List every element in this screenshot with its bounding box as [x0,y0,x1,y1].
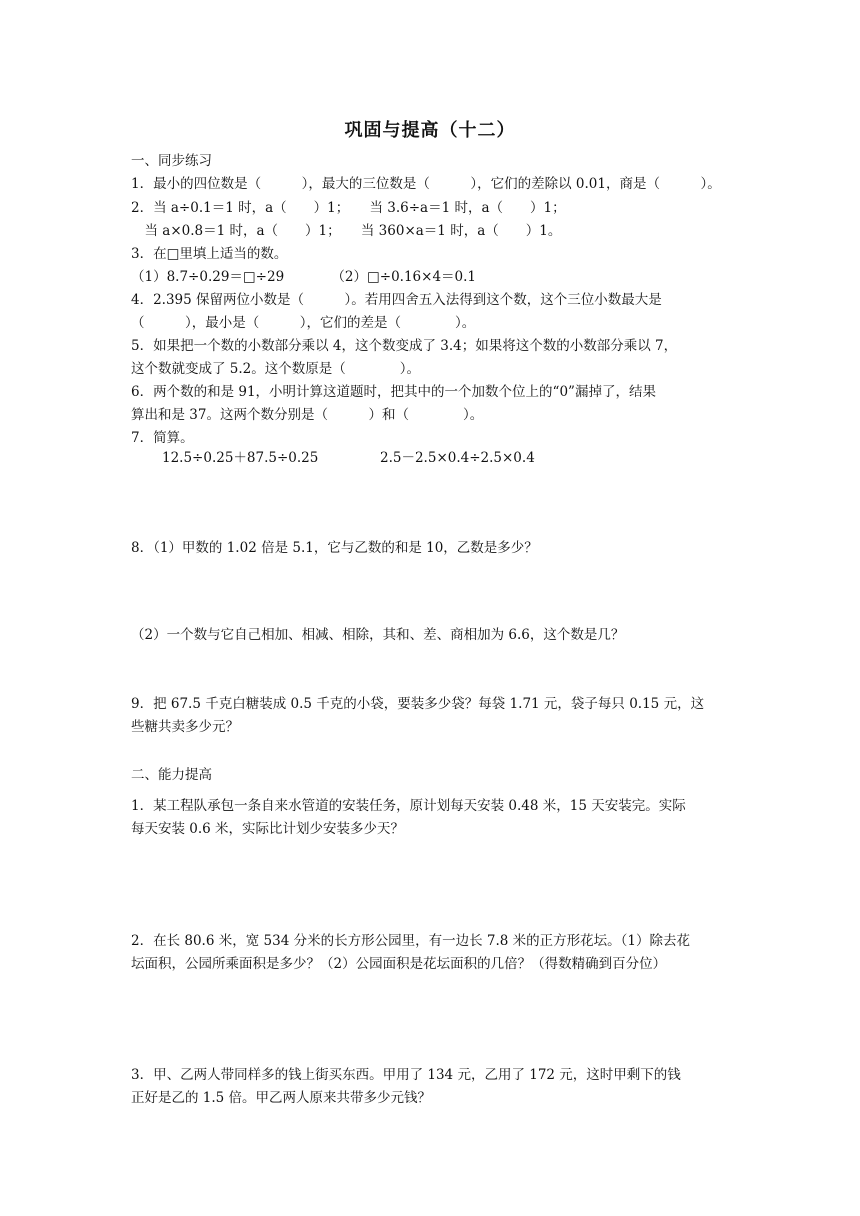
question-7-expression-a: 12.5÷0.25＋87.5÷0.25 [162,450,319,466]
question-9-line-1: 9．把 67.5 千克白糖装成 0.5 千克的小袋，要装多少袋？每袋 1.71 元，袋子每只 0.15 元，这 [131,696,705,712]
question-6-line-1: 6．两个数的和是 91，小明计算这道题时，把其中的一个加数个位上的“0”漏掉了，结果 [131,384,656,400]
question-2-line-1: 2．当 a÷0.1＝1 时，a（ ）1； 当 3.6÷a＝1 时，a（ ）1； [131,200,566,216]
question-7: 7．简算。 [131,430,194,446]
question-6-line-2: 算出和是 37。这两个数分别是（ ）和（ ）。 [131,407,484,423]
problem-1-line-1: 1．某工程队承包一条自来水管道的安装任务，原计划每天安装 0.48 米，15 天安装完。实际 [131,798,686,814]
section-heading-sync-practice: 一、同步练习 [131,153,212,169]
problem-1-line-2: 每天安装 0.6 米，实际比计划少安装多少天？ [131,821,405,837]
question-9-line-2: 些糖共卖多少元？ [131,719,239,735]
problem-3-line-2: 正好是乙的 1.5 倍。甲乙两人原来共带多少元钱？ [131,1090,432,1106]
problem-2-line-1: 2．在长 80.6 米，宽 534 分米的长方形公园里，有一边长 7.8 米的正方形花坛。（1）除去花 [131,933,690,949]
problem-2-line-2: 坛面积，公园所乘面积是多少？（2）公园面积是花坛面积的几倍？（得数精确到百分位） [131,956,667,972]
problem-3-line-1: 3．甲、乙两人带同样多的钱上街买东西。甲用了 134 元，乙用了 172 元，这时甲剩下的钱 [131,1067,681,1083]
question-8-part-1: 8．（1）甲数的 1.02 倍是 5.1，它与乙数的和是 10，乙数是多少？ [131,540,538,556]
section-heading-ability-improvement: 二、能力提高 [131,767,212,783]
question-2-line-2: 当 a×0.8＝1 时，a（ ）1； 当 360×a＝1 时，a（ ）1。 [131,223,562,239]
question-4-line-2: （ ），最小是（ ），它们的差是（ ）。 [131,315,476,331]
question-8-part-2: （2）一个数与它自己相加、相减、相除，其和、差、商相加为 6.6，这个数是几？ [131,627,625,643]
question-7-expression-b: 2.5－2.5×0.4÷2.5×0.4 [380,450,535,466]
page-title: 巩固与提高（十二） [344,120,516,141]
question-3: 3．在□里填上适当的数。 [131,246,288,262]
question-1: 1．最小的四位数是（ ），最大的三位数是（ ），它们的差除以 0.01，商是（ ）。 [131,176,721,192]
question-5-line-1: 5．如果把一个数的小数部分乘以 4，这个数变成了 3.4；如果将这个数的小数部分乘以 7， [131,338,678,354]
question-4-line-1: 4．2.395 保留两位小数是（ ）。若用四舍五入法得到这个数，这个三位小数最大是 [131,292,662,308]
question-5-line-2: 这个数就变成了 5.2。这个数原是（ ）。 [131,361,421,377]
question-3-items: （1）8.7÷0.29＝□÷29 （2）□÷0.16×4＝0.1 [131,269,477,285]
